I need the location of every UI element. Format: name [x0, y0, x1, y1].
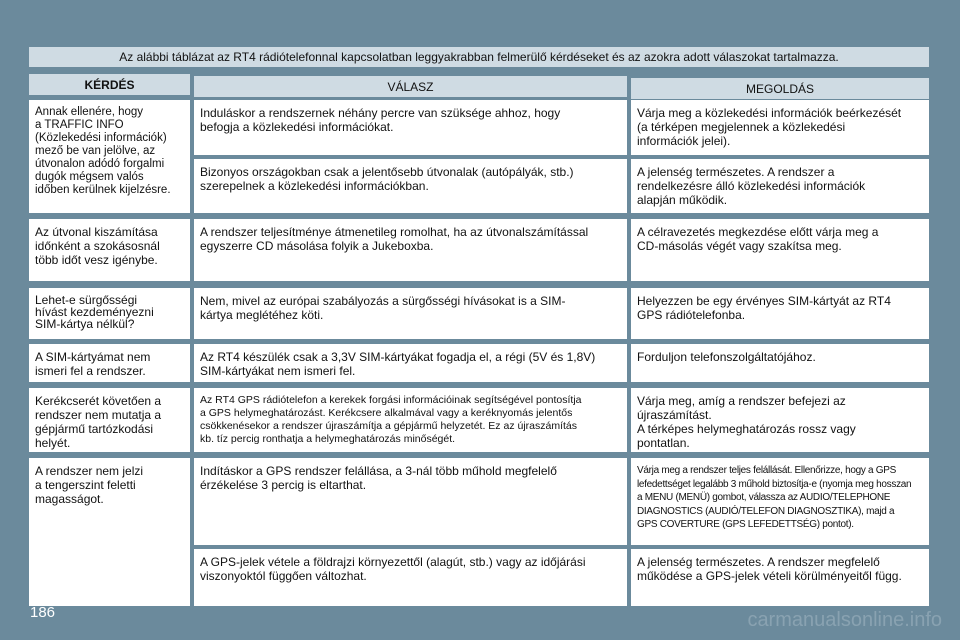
solution-cell: Várja meg a rendszer teljes felállását. Ellenőrizze, hogy a GPS lefedettséget legalább 3 műhold biztosítja-e (nyomja meg hosszan a MENU (MENÜ) gombot, válassza az AUDIO/TELEPHONE DIAGNOSTICS (AUDIÓ/TELEFON DIAGNOSZTIKA), majd a GPS COVERTURE (GPS LEFEDETTSÉG) pontot).: [631, 458, 929, 545]
intro-banner: Az alábbi táblázat az RT4 rádiótelefonnal kapcsolatban leggyakrabban felmerülő kérdéseket és az azokra adott válaszokat tartalmazza.: [29, 47, 929, 67]
question-cell: Annak ellenére, hogy a TRAFFIC INFO (Közlekedési információk) mező be van jelölve, az útvonalon adódó forgalmi dugók mégsem valós időben kerülnek kijelzésre.: [29, 100, 190, 213]
header-question: KÉRDÉS: [29, 74, 190, 95]
question-cell: A SIM-kártyámat nem ismeri fel a rendszer.: [29, 344, 190, 382]
question-cell: Az útvonal kiszámítása időnként a szokásosnál több időt vesz igénybe.: [29, 219, 190, 281]
page-number: 186: [30, 604, 56, 621]
solution-cell: Várja meg, amíg a rendszer befejezi az újraszámítást. A térképes helymeghatározás rossz vagy pontatlan.: [631, 388, 929, 452]
header-answer: VÁLASZ: [194, 76, 627, 97]
answer-cell: Indításkor a GPS rendszer felállása, a 3-nál több műhold megfelelő érzékelése 3 percig is eltarthat.: [194, 458, 627, 545]
solution-cell: Helyezzen be egy érvényes SIM-kártyát az RT4 GPS rádiótelefonba.: [631, 288, 929, 339]
solution-cell: Forduljon telefonszolgáltatójához.: [631, 344, 929, 382]
question-cell: Kerékcserét követően a rendszer nem mutatja a gépjármű tartózkodási helyét.: [29, 388, 190, 452]
solution-cell: Várja meg a közlekedési információk beérkezését (a térképen megjelennek a közlekedési információk jelei).: [631, 100, 929, 155]
question-cell: A rendszer nem jelzi a tengerszint feletti magasságot.: [29, 458, 190, 606]
answer-cell: Bizonyos országokban csak a jelentősebb útvonalak (autópályák, stb.) szerepelnek a közlekedési információkban.: [194, 159, 627, 213]
watermark: carmanualsonline.info: [747, 609, 942, 631]
solution-cell: A jelenség természetes. A rendszer a rendelkezésre álló közlekedési információk alapján működik.: [631, 159, 929, 213]
solution-cell: A célravezetés megkezdése előtt várja meg a CD-másolás végét vagy szakítsa meg.: [631, 219, 929, 281]
question-cell: Lehet-e sürgősségi hívást kezdeményezni SIM-kártya nélkül?: [29, 288, 190, 339]
answer-cell: Nem, mivel az európai szabályozás a sürgősségi hívásokat is a SIM- kártya meglétéhez köti.: [194, 288, 627, 339]
answer-cell: Az RT4 készülék csak a 3,3V SIM-kártyákat fogadja el, a régi (5V és 1,8V) SIM-kártyákat nem ismeri fel.: [194, 344, 627, 382]
answer-cell: Az RT4 GPS rádiótelefon a kerekek forgási információinak segítségével pontosítja a GPS helymeghatározást. Kerékcsere alkalmával vagy a keréknyomás jelentős csökkenésekor a rendszer újraszámítja a gépjármű helyzetét. Ez az újraszámítás kb. tíz percig ronthatja a helymeghatározás minőségét.: [194, 388, 627, 452]
header-solution: MEGOLDÁS: [631, 78, 929, 99]
answer-cell: A rendszer teljesítménye átmenetileg romolhat, ha az útvonalszámítással egyszerre CD másolása folyik a Jukeboxba.: [194, 219, 627, 281]
solution-cell: A jelenség természetes. A rendszer megfelelő működése a GPS-jelek vételi körülményeitől függ.: [631, 549, 929, 606]
answer-cell: Induláskor a rendszernek néhány percre van szüksége ahhoz, hogy befogja a közlekedési információkat.: [194, 100, 627, 155]
answer-cell: A GPS-jelek vétele a földrajzi környezettől (alagút, stb.) vagy az időjárási viszonyoktól függően változhat.: [194, 549, 627, 606]
